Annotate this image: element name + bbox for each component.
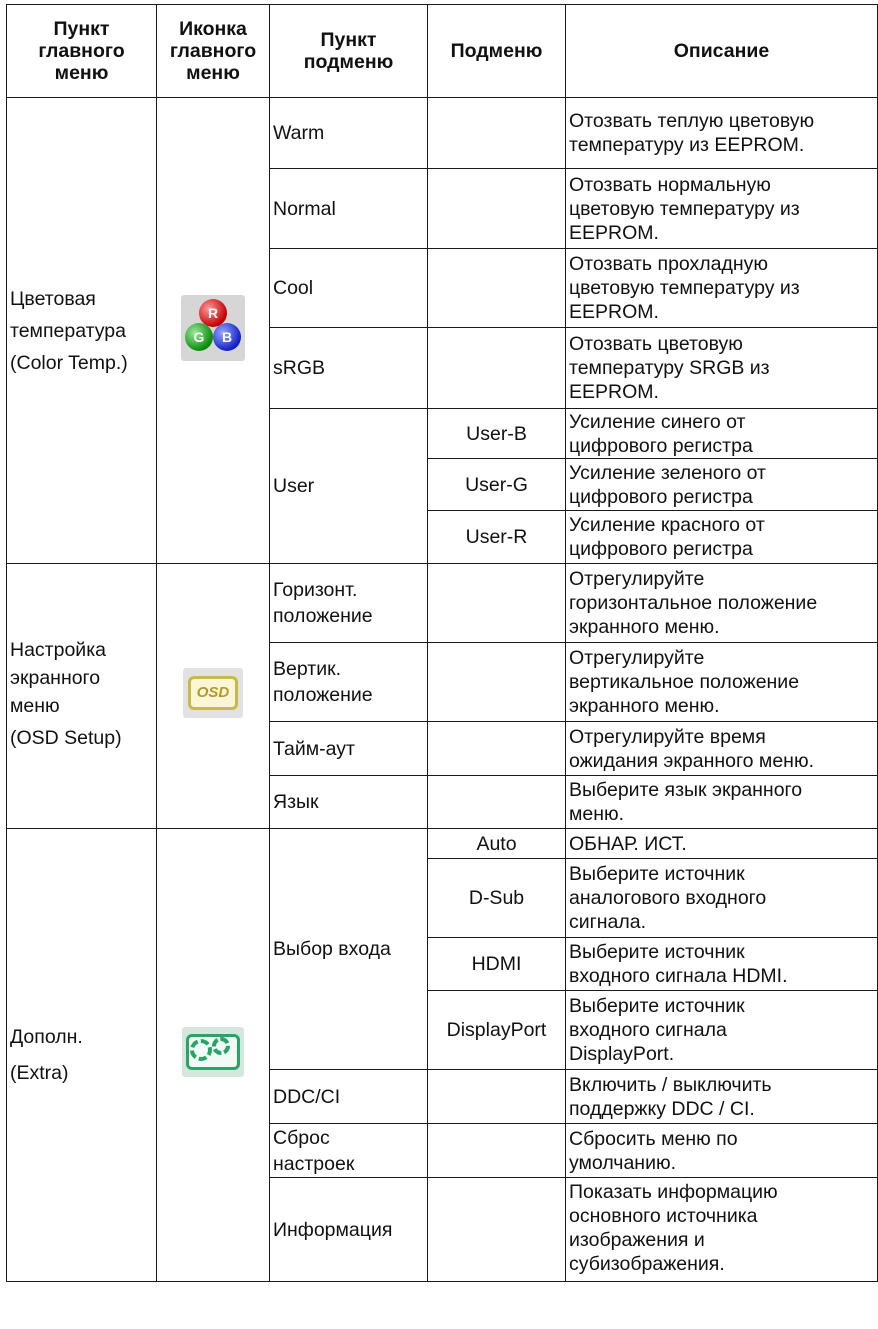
submenu-cell bbox=[428, 249, 566, 328]
description: Усиление зеленого от цифрового регистра bbox=[566, 459, 878, 511]
submenu-cell: User-G bbox=[428, 459, 566, 511]
description: Отозвать теплую цветовую температуру из EEPROM. bbox=[566, 98, 878, 169]
sub-item: Выбор входа bbox=[270, 829, 428, 1070]
submenu-cell bbox=[428, 328, 566, 409]
description: Выберите источник входного сигнала HDMI. bbox=[566, 938, 878, 991]
sub-item: Язык bbox=[270, 776, 428, 829]
sub-item: Информация bbox=[270, 1178, 428, 1282]
sub-item: User bbox=[270, 409, 428, 564]
header-submenu: Подменю bbox=[428, 5, 566, 98]
submenu-cell bbox=[428, 722, 566, 776]
main-item-color-temp: Цветовая температура (Color Temp.) bbox=[7, 98, 157, 564]
table-row bbox=[7, 98, 878, 169]
submenu-cell bbox=[428, 564, 566, 643]
extra-icon-cell bbox=[157, 829, 270, 1282]
description: Усиление красного от цифрового регистра bbox=[566, 511, 878, 564]
osd-menu-table bbox=[6, 4, 878, 1282]
header-row bbox=[7, 5, 878, 98]
description: Отозвать нормальную цветовую температуру из EEPROM. bbox=[566, 169, 878, 249]
description: Отрегулируйте вертикальное положение экранного меню. bbox=[566, 643, 878, 722]
submenu-cell bbox=[428, 98, 566, 169]
description: ОБНАР. ИСТ. bbox=[566, 829, 878, 859]
sub-item: Cool bbox=[270, 249, 428, 328]
sub-item: Тайм-аут bbox=[270, 722, 428, 776]
description: Выберите источник аналогового входного сигнала. bbox=[566, 859, 878, 938]
description: Отрегулируйте горизонтальное положение экранного меню. bbox=[566, 564, 878, 643]
description: Выберите источник входного сигнала DisplayPort. bbox=[566, 991, 878, 1070]
description: Сбросить меню по умолчанию. bbox=[566, 1124, 878, 1178]
main-item-extra: Дополн. (Extra) bbox=[7, 829, 157, 1282]
header-icon: Иконка главного меню bbox=[157, 5, 270, 98]
submenu-cell bbox=[428, 1070, 566, 1124]
submenu-cell bbox=[428, 1178, 566, 1282]
sub-item: Вертик. положение bbox=[270, 643, 428, 722]
description: Усиление синего от цифрового регистра bbox=[566, 409, 878, 459]
header-description: Описание bbox=[566, 5, 878, 98]
submenu-cell: User-B bbox=[428, 409, 566, 459]
sub-item: Горизонт. положение bbox=[270, 564, 428, 643]
submenu-cell: DisplayPort bbox=[428, 991, 566, 1070]
color-temp-rgb-icon: R G B bbox=[181, 295, 245, 361]
description: Показать информацию основного источника изображения и субизображения. bbox=[566, 1178, 878, 1282]
description: Отрегулируйте время ожидания экранного меню. bbox=[566, 722, 878, 776]
osd-setup-icon-cell bbox=[157, 564, 270, 829]
submenu-cell: User-R bbox=[428, 511, 566, 564]
sub-item: sRGB bbox=[270, 328, 428, 409]
color-temp-icon-cell bbox=[157, 98, 270, 564]
extra-gears-icon bbox=[182, 1027, 244, 1077]
submenu-cell: Auto bbox=[428, 829, 566, 859]
sub-item: Warm bbox=[270, 98, 428, 169]
osd-setup-icon: OSD bbox=[183, 668, 243, 718]
submenu-cell bbox=[428, 169, 566, 249]
submenu-cell: HDMI bbox=[428, 938, 566, 991]
table-row bbox=[7, 564, 878, 643]
main-item-osd-setup: Настройка экранного меню (OSD Setup) bbox=[7, 564, 157, 829]
description: Отозвать прохладную цветовую температуру из EEPROM. bbox=[566, 249, 878, 328]
submenu-cell: D-Sub bbox=[428, 859, 566, 938]
description: Включить / выключить поддержку DDC / CI. bbox=[566, 1070, 878, 1124]
table-row bbox=[7, 829, 878, 859]
sub-item: Сброс настроек bbox=[270, 1124, 428, 1178]
description: Выберите язык экранного меню. bbox=[566, 776, 878, 829]
sub-item: Normal bbox=[270, 169, 428, 249]
header-main-item: Пункт главного меню bbox=[7, 5, 157, 98]
submenu-cell bbox=[428, 643, 566, 722]
sub-item: DDC/CI bbox=[270, 1070, 428, 1124]
submenu-cell bbox=[428, 776, 566, 829]
header-sub-item: Пункт подменю bbox=[270, 5, 428, 98]
submenu-cell bbox=[428, 1124, 566, 1178]
description: Отозвать цветовую температуру SRGB из EEPROM. bbox=[566, 328, 878, 409]
